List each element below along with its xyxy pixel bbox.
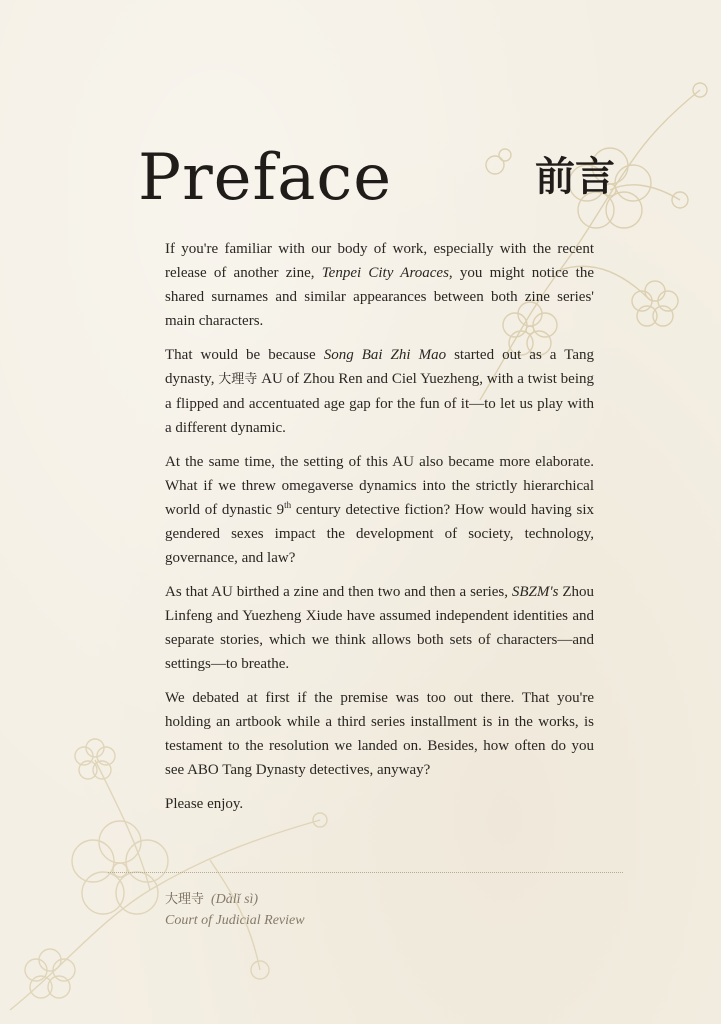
preface-body [165,237,594,816]
paragraph: We debated at first if the premise was too out there. That you're holding an artbook while a third series installment is in the works, is testament to the resolution we landed on. Besides, how often do you see ABO Tang Dynasty detectives, anyway? [165,690,594,778]
paragraph: That would be because Song Bai Zhi Mao started out as a Tang dynasty, 大理寺 AU of Zhou Ren and Ciel Yuezheng, with a twist being a flipped and accentuated age gap for the fun of it—to let us play with a different dynamic. [165,347,594,436]
paragraph: As that AU birthed a zine and then two and then a series, SBZM's Zhou Linfeng and Yuezheng Xiude have assumed independent identities and separate stories, which we think allows both sets of characters—and settings—to breathe. [165,584,595,672]
footnote-romanization: (Dàlǐ sì) [211,892,259,907]
page-title: Preface [138,141,393,215]
footnote [165,889,305,931]
divider [108,872,623,873]
paragraph: If you're familiar with our body of work, especially with the recent release of another zine, Tenpei City Aroaces, you might notice the shared surnames and similar appearances between both zine series' main characters. [165,241,594,329]
footnote-chinese: 大理寺 [165,892,205,907]
page-title-chinese: 前言 [535,154,615,200]
footnote-translation: Court of Judicial Review [165,913,305,928]
closing-line: Please enjoy. [165,796,244,812]
paragraph: At the same time, the setting of this AU also became more elaborate. What if we threw omegaverse dynamics into the strictly hierarchical world of dynastic 9th century detective fiction? How would having six gendered sexes impact the development of society, technology, governance, and law? [165,454,594,566]
